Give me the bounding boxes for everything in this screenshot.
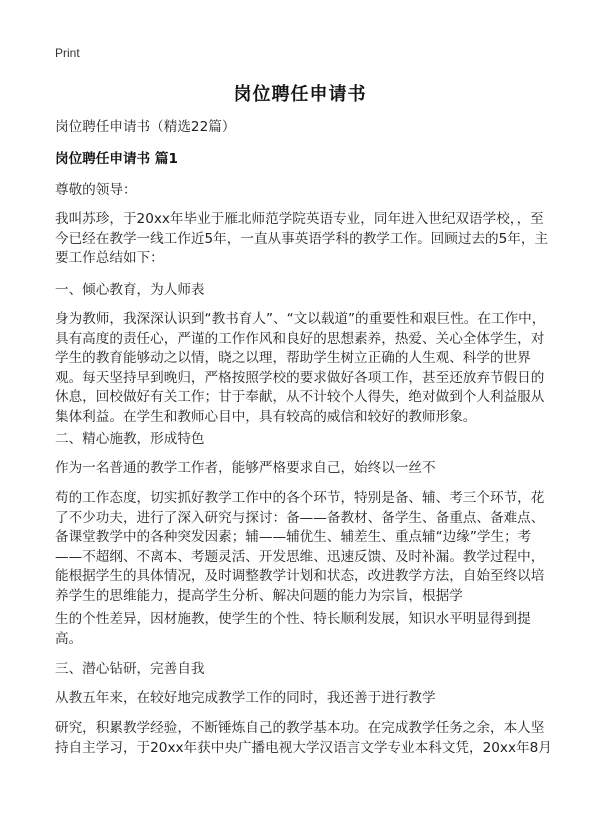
document-subtitle: 岗位聘任申请书（精选22篇） (55, 119, 236, 135)
section-two-heading: 二、精心施教，形成特色 (55, 431, 205, 447)
intro-paragraph: 我叫苏珍，于20xx年毕业于雁北师范学院英语专业，同年进入世纪双语学校，，至今已经在教学一线工作近5年，一直从事英语学科的教学工作。回顾过去的5年，主要工作总结如下： (55, 211, 549, 266)
section-three-heading: 三、潜心钻研，完善自我 (55, 661, 205, 677)
document-title: 岗位聘任申请书 (233, 84, 367, 105)
section-three-paragraph-1: 从教五年来，在较好地完成教学工作的同时，我还善于进行教学 (55, 690, 436, 706)
section-two-paragraph-3: 生的个性差异，因材施教，使学生的个性、特长顺利发展，知识水平明显得到提高。 (55, 611, 531, 647)
section-one-heading: 一、倾心教育，为人师表 (55, 282, 205, 298)
section-two-paragraph-1: 作为一名普通的教学工作者，能够严格要求自己，始终以一丝不 (55, 460, 436, 476)
section-two-paragraph-2: 苟的工作态度，切实抓好教学工作中的各个环节，特别是备、辅、考三个环节，花了不少功夫，进行了深入研究与探讨：备——备教材、备学生、备重点、备难点、备课堂教学中的各种突发因素；辅——辅优生、辅差生、重点辅“边缘”学生；考——不超纲、不离本、考题灵活、开发思维、迅速反馈、及时补漏。教学过程中，能根据学生的具体情况，及时调整教学计划和状态，改进教学方法，自始至终以培养学生的思维能力，提高学生分析、解决问题的能力为宗旨，根据学 (55, 490, 545, 604)
print-link[interactable]: Print (55, 46, 80, 60)
section-heading: 岗位聘任申请书 篇1 (55, 151, 178, 167)
salutation: 尊敬的领导： (55, 182, 137, 198)
section-one-paragraph: 身为教师，我深深认识到“教书育人”、“文以载道”的重要性和艰巨性。在工作中，具有高度的责任心，严谨的工作作风和良好的思想素养，热爱、关心全体学生，对学生的教育能够动之以情，晓之以理，帮助学生树立正确的人生观、科学的世界观。每天坚持早到晚归，严格按照学校的要求做好各项工作，甚至还放弃节假日的休息，回校做好有关工作；甘于奉献，从不计较个人得失，绝对做到个人利益服从集体利益。在学生和教师心目中，具有较高的威信和较好的教师形象。 (55, 311, 546, 425)
section-three-paragraph-2: 研究，积累教学经验，不断锤炼自己的教学基本功。在完成教学任务之余，本人坚持自主学习，于20xx年获中央广播电视大学汉语言文学专业本科文凭，20xx年8月 (55, 720, 552, 756)
